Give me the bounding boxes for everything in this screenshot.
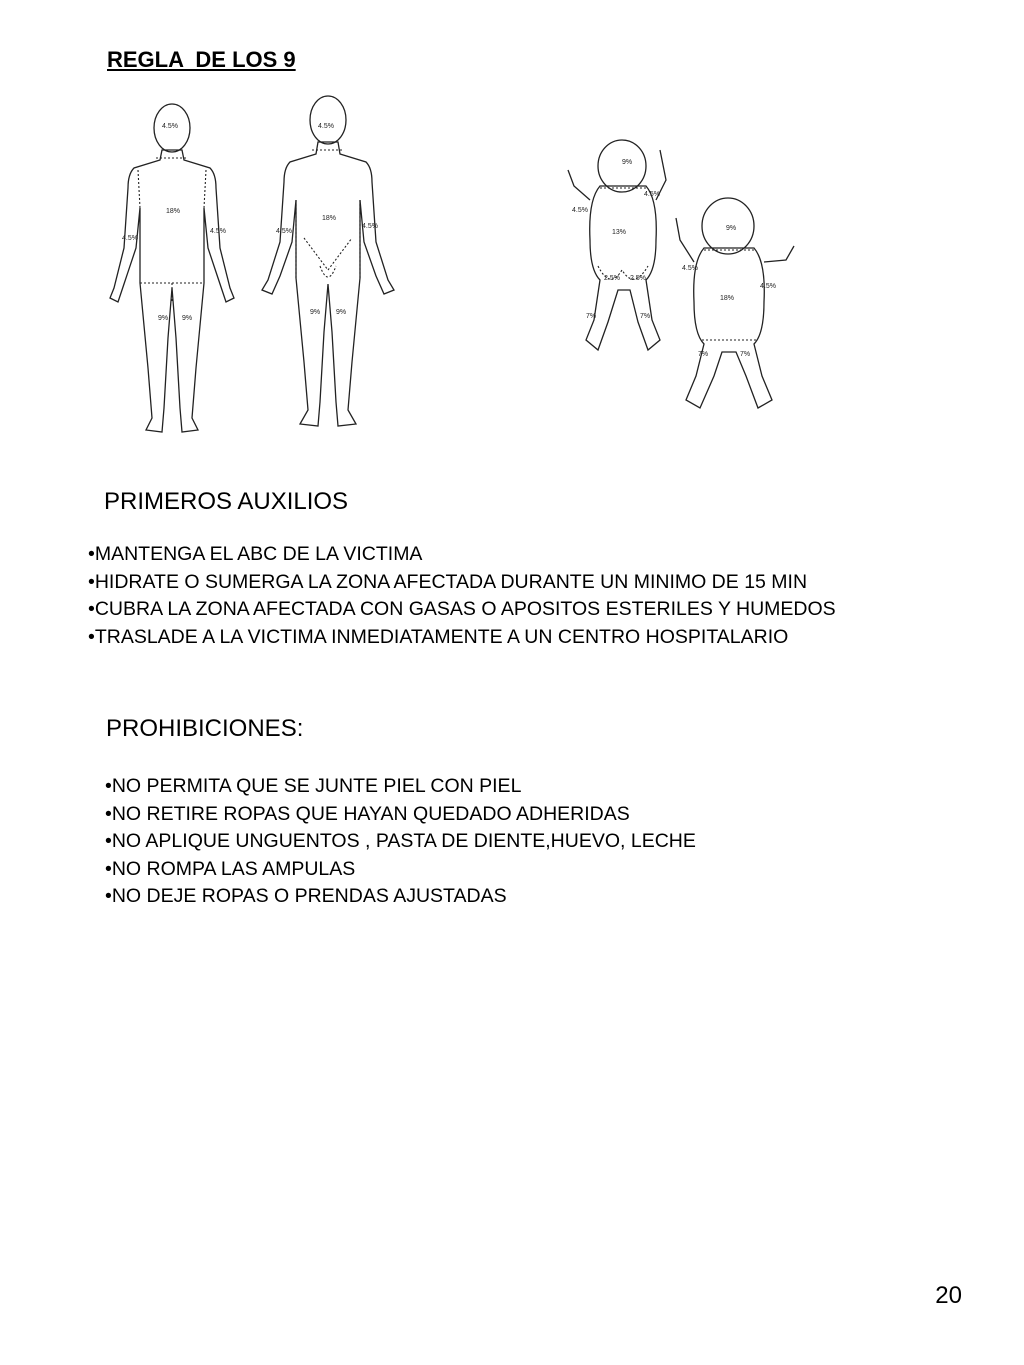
list-item: •NO DEJE ROPAS O PRENDAS AJUSTADAS — [105, 885, 507, 907]
adult-leg-left-front-label: 9% — [310, 309, 321, 316]
adult-arm-right-back-label: 4.5% — [210, 228, 226, 235]
adult-back-figure — [110, 104, 234, 432]
list-item: •NO RETIRE ROPAS QUE HAYAN QUEDADO ADHERIDAS — [105, 802, 630, 825]
infant-2-arm-label: 4.5% — [682, 265, 698, 272]
infant-rule-of-nines-diagram — [560, 130, 820, 420]
adult-arm-left-front-label: 4.5% — [276, 228, 292, 235]
adult-trunk-back-label: 18% — [166, 208, 181, 215]
infant-body-illustration — [560, 130, 820, 420]
list-item: •MANTENGA EL ABC DE LA VICTIMA — [88, 543, 423, 565]
adult-leg-right-back-label: 9% — [182, 315, 193, 322]
infant-2-arm-b-label: 4.5% — [760, 283, 776, 290]
adult-head-back-label: 4.5% — [162, 123, 178, 130]
adult-front-figure — [262, 96, 394, 426]
infant-2-leg-left-label: 7% — [698, 351, 709, 358]
adult-leg-right-front-label: 9% — [336, 309, 347, 316]
infant-figure-1 — [568, 140, 666, 350]
list-item: •TRASLADE A LA VICTIMA INMEDIATAMENTE A UN CENTRO HOSPITALARIO — [88, 625, 789, 648]
adult-body-illustration — [100, 88, 400, 443]
list-item: •HIDRATE O SUMERGA LA ZONA AFECTADA DURANTE UN MINIMO DE 15 MIN — [88, 570, 808, 593]
list-item: •NO ROMPA LAS AMPULAS — [105, 857, 356, 880]
infant-2-trunk-label: 18% — [720, 295, 735, 302]
infant-1-buttock-left-label: 2.5% — [604, 275, 620, 282]
list-item: •NO APLIQUE UNGUENTOS , PASTA DE DIENTE,HUEVO, LECHE — [105, 830, 696, 852]
adult-head-front-label: 4.5% — [318, 123, 334, 130]
infant-1-arm-label: 4.5% — [572, 207, 588, 214]
infant-1-leg-left-label: 7% — [586, 313, 597, 320]
infant-2-head-label: 9% — [726, 225, 737, 232]
adult-leg-left-back-label: 9% — [158, 315, 169, 322]
list-item: •CUBRA LA ZONA AFECTADA CON GASAS O APOSITOS ESTERILES Y HUMEDOS — [88, 598, 836, 620]
first-aid-heading: PRIMEROS AUXILIOS — [104, 488, 349, 515]
infant-1-arm-b-label: 4.5% — [644, 191, 660, 198]
infant-2-leg-right-label: 7% — [740, 351, 751, 358]
page-number: 20 — [935, 1282, 962, 1309]
list-item: •NO PERMITA QUE SE JUNTE PIEL CON PIEL — [105, 775, 522, 797]
page-title: REGLA DE LOS 9 — [107, 47, 296, 72]
infant-1-leg-right-label: 7% — [640, 313, 651, 320]
infant-1-head-label: 9% — [622, 159, 633, 166]
prohibitions-heading: PROHIBICIONES: — [106, 715, 304, 742]
adult-rule-of-nines-diagram — [100, 88, 400, 443]
adult-arm-right-front-label: 4.5% — [362, 223, 378, 230]
adult-trunk-front-label: 18% — [322, 215, 337, 222]
adult-arm-left-back-label: 4.5% — [122, 235, 138, 242]
first-aid-list — [88, 541, 836, 651]
infant-1-trunk-label: 13% — [612, 229, 627, 236]
infant-1-buttock-right-label: 2.5% — [630, 275, 646, 282]
prohibitions-list — [105, 773, 696, 911]
